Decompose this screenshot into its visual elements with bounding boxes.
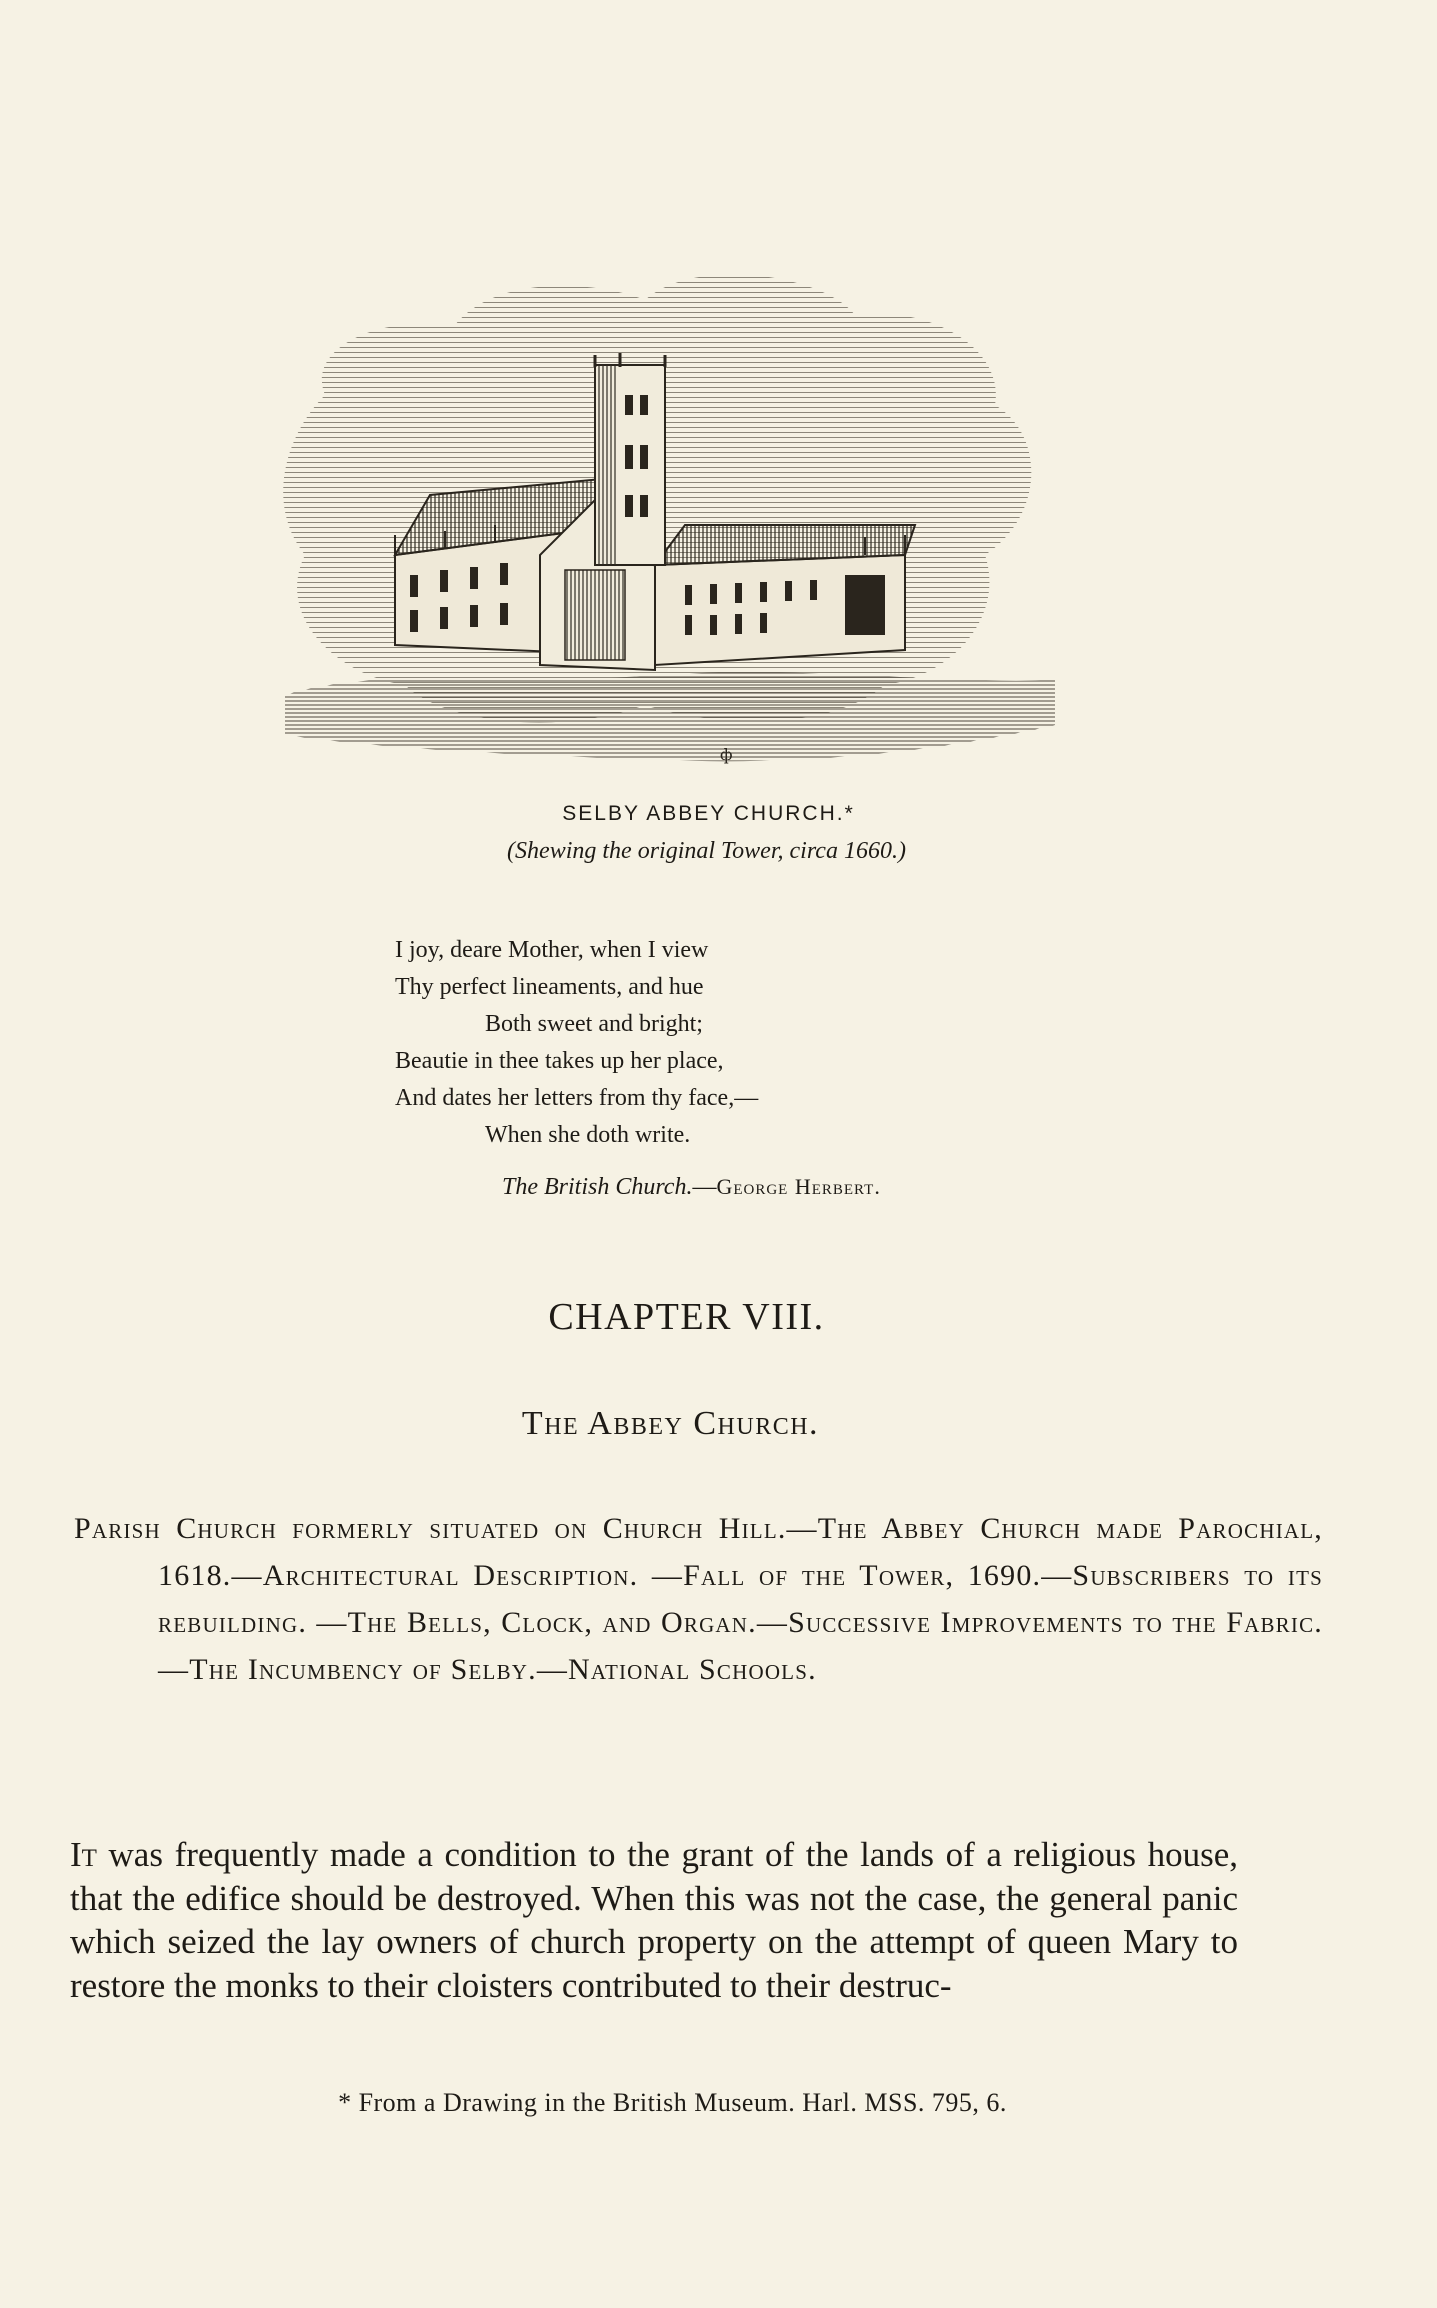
chapter-number: CHAPTER VIII. [548,1296,825,1338]
poem-line: Both sweet and bright; [485,1011,703,1037]
poem-line: Thy perfect lineaments, and hue [395,974,704,1000]
body-text: was frequently made a condition to the grant of the lands of a religious house, that the edifice should be destroyed. When this was not the case, the general panic which seized the lay owners of church property on the attempt of queen Mary to restore the monks to their cloisters contributed to their destruc- [70,1835,1238,2005]
chapter-synopsis: Parish Church formerly situated on Church Hill.—The Abbey Church made Parochial, 1618.—Architectural Description. —Fall of the Tower, 1690.—Subscribers to its rebuilding. —The Bells, Clock, and Organ.—Successive Improvements to the Fabric.—The Incumbency of Selby.—National Schools. [74,1512,1323,1686]
chapter-title: The Abbey Church. [521,1405,820,1442]
poem-attribution [502,1174,881,1201]
body-lead-word: It [70,1835,97,1874]
svg-text:ф: ф [720,745,733,764]
poem-line: When she doth write. [485,1122,691,1148]
figure-caption-title: SELBY ABBEY CHURCH.* [562,802,855,825]
poem-line: Beautie in thee takes up her place, [395,1048,724,1074]
poem-line: And dates her letters from thy face,— [395,1085,759,1111]
footnote: * From a Drawing in the British Museum. Harl. MSS. 795, 6. [338,2088,1007,2117]
abbey-church-engraving [265,255,1075,775]
attribution-dash: — [692,1174,717,1200]
attribution-work: The British Church. [502,1174,693,1200]
body-paragraph [70,1833,1238,2007]
figure-caption-subtitle: (Shewing the original Tower, circa 1660.) [507,838,906,864]
poem-line: I joy, deare Mother, when I view [395,937,709,963]
attribution-author: George Herbert. [716,1174,881,1199]
